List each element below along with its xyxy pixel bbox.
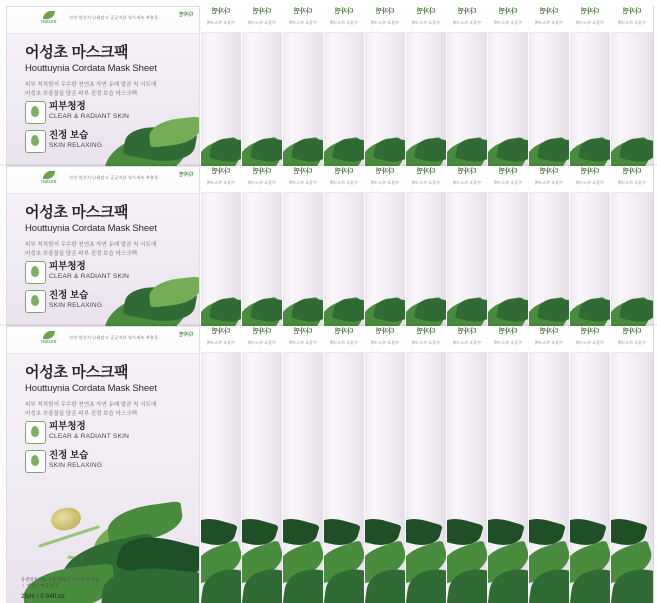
mask-pack-side: 다자연 어성초 마스크팩	[528, 326, 570, 603]
mask-pack-side: 다자연 어성초 마스크팩	[405, 166, 447, 326]
mask-pack-side: 다자연 어성초 마스크팩	[446, 6, 488, 166]
leaf-illustration	[406, 280, 446, 326]
leaf-illustration	[201, 280, 241, 326]
mask-pack-side: 다자연 어성초 마스크팩	[610, 166, 654, 326]
leaf-illustration	[7, 37, 199, 167]
mask-pack-side: 다자연 어성초 마스크팩	[364, 326, 406, 603]
mask-pack-side: 다자연 어성초 마스크팩	[487, 166, 529, 326]
packet-row	[0, 326, 657, 603]
leaf-illustration	[447, 120, 487, 166]
mask-pack-side: 다자연 어성초 마스크팩	[405, 326, 447, 603]
leaf-illustration	[365, 453, 405, 603]
net-volume: 25ml / 0.84fl.oz.	[21, 594, 67, 600]
top-korean-text: 자연 원산지 다래맑고 공급적용 영수세조 추출물	[69, 335, 159, 340]
brand-korean-mark: 다자연	[178, 172, 193, 178]
mask-pack-front	[6, 6, 200, 168]
leaf-drop-icon	[25, 421, 46, 444]
leaf-illustration	[7, 197, 199, 327]
mask-pack-side: 다자연 어성초 마스크팩	[282, 6, 324, 166]
product-title-en: Houttuynia Cordata Mask Sheet	[25, 383, 157, 394]
leaf-illustration	[324, 120, 364, 166]
seed-pod-icon	[49, 505, 83, 533]
leaf-illustration	[406, 453, 446, 603]
mask-pack-side: 다자연 어성초 마스크팩	[487, 6, 529, 166]
brand-logo: nature	[29, 171, 69, 189]
mask-pack-side: 다자연 어성초 마스크팩	[323, 166, 365, 326]
product-title-kr: 어성초 마스크팩	[25, 44, 129, 61]
mask-pack-side: 다자연 어성초 마스크팩	[405, 6, 447, 166]
leaf-illustration	[324, 453, 364, 603]
mask-pack-side: 다자연 어성초 마스크팩	[200, 6, 242, 166]
mask-pack-side: 다자연 어성초 마스크팩	[200, 166, 242, 326]
leaf-logo-icon	[43, 11, 55, 19]
leaf-illustration	[365, 120, 405, 166]
mask-pack-side: 다자연 어성초 마스크팩	[282, 166, 324, 326]
claim-item: 피부청정 CLEAR & RADIANT SKIN	[25, 101, 175, 123]
leaf-illustration	[488, 120, 528, 166]
claim-item: 피부청정 CLEAR & RADIANT SKIN	[25, 421, 175, 443]
mask-pack-side: 다자연 어성초 마스크팩	[241, 166, 283, 326]
leaf-illustration	[283, 453, 323, 603]
package-footnote: 유질알루미늄 사용 화해의 자연 유래 성분 ＋ 에센스 마음 충전	[21, 576, 100, 589]
leaf-illustration	[201, 453, 241, 603]
row-divider	[0, 164, 657, 166]
product-title-en: Houttuynia Cordata Mask Sheet	[25, 63, 157, 74]
leaf-illustration	[611, 453, 653, 603]
mask-pack-front	[6, 326, 200, 603]
leaf-illustration	[324, 280, 364, 326]
claim-item: 피부청정 CLEAR & RADIANT SKIN	[25, 261, 175, 283]
leaf-illustration	[283, 120, 323, 166]
leaf-illustration	[406, 120, 446, 166]
mask-pack-side: 다자연 어성초 마스크팩	[364, 6, 406, 166]
leaf-illustration	[570, 280, 610, 326]
leaf-illustration	[283, 280, 323, 326]
mask-pack-side: 다자연 어성초 마스크팩	[569, 6, 611, 166]
claim-item: 진정 보습 SKIN RELAXING	[25, 130, 175, 152]
leaf-illustration	[570, 120, 610, 166]
product-description: 피부 칙칙함이 우수한 천연초 자연 유래 말끔 칙 시트에 어성초 추출물들 담은 피부 진정 보습 마스크팩	[25, 242, 157, 257]
top-korean-text: 자연 원산지 다래맑고 공급적용 영수세조 추출물	[69, 15, 159, 20]
leaf-illustration	[488, 453, 528, 603]
mask-pack-side: 다자연 어성초 마스크팩	[528, 6, 570, 166]
leaf-illustration	[488, 280, 528, 326]
brand-logo: nature	[29, 11, 69, 29]
leaf-illustration	[447, 280, 487, 326]
leaf-illustration	[529, 453, 569, 603]
leaf-logo-icon	[43, 331, 55, 339]
leaf-illustration	[447, 453, 487, 603]
product-description: 피부 칙칙함이 우수한 천연초 자연 유래 말끔 칙 시트에 어성초 추출물들 담은 피부 진정 보습 마스크팩	[25, 402, 157, 417]
leaf-illustration	[242, 453, 282, 603]
leaf-illustration	[365, 280, 405, 326]
brand-korean-mark: 다자연	[178, 12, 193, 18]
leaf-illustration	[529, 280, 569, 326]
mask-pack-side: 다자연 어성초 마스크팩	[569, 326, 611, 603]
leaf-logo-icon	[43, 171, 55, 179]
mask-pack-side: 다자연 어성초 마스크팩	[364, 166, 406, 326]
packet-row	[0, 6, 657, 166]
claim-list	[25, 421, 175, 479]
mask-pack-side: 다자연 어성초 마스크팩	[446, 326, 488, 603]
claim-item: 진정 보습 SKIN RELAXING	[25, 290, 175, 312]
mask-pack-side: 다자연 어성초 마스크팩	[446, 166, 488, 326]
brand-logo: nature	[29, 331, 69, 349]
leaf-drop-icon	[25, 450, 46, 473]
mask-pack-side: 다자연 어성초 마스크팩	[528, 166, 570, 326]
mask-pack-side: 다자연 어성초 마스크팩	[241, 326, 283, 603]
mask-pack-front	[6, 166, 200, 328]
product-title-kr: 어성초 마스크팩	[25, 364, 129, 381]
row-divider	[0, 324, 657, 326]
product-title-kr: 어성초 마스크팩	[25, 204, 129, 221]
leaf-illustration	[201, 120, 241, 166]
mask-pack-side: 다자연 어성초 마스크팩	[610, 6, 654, 166]
mask-pack-side: 다자연 어성초 마스크팩	[323, 6, 365, 166]
mask-pack-side: 다자연 어성초 마스크팩	[487, 326, 529, 603]
mask-pack-side: 다자연 어성초 마스크팩	[241, 6, 283, 166]
claim-item: 진정 보습 SKIN RELAXING	[25, 450, 175, 472]
mask-pack-side: 다자연 어성초 마스크팩	[569, 166, 611, 326]
product-description: 피부 칙칙함이 우수한 천연초 자연 유래 말끔 칙 시트에 어성초 추출물들 담은 피부 진정 보습 마스크팩	[25, 82, 157, 97]
mask-pack-side: 다자연 어성초 마스크팩	[610, 326, 654, 603]
leaf-illustration	[529, 120, 569, 166]
top-korean-text: 자연 원산지 다래맑고 공급적용 영수세조 추출물	[69, 175, 159, 180]
leaf-illustration	[242, 120, 282, 166]
mask-pack-side: 다자연 어성초 마스크팩	[282, 326, 324, 603]
leaf-illustration	[611, 120, 653, 166]
leaf-illustration	[611, 280, 653, 326]
mask-pack-side: 다자연 어성초 마스크팩	[323, 326, 365, 603]
packet-row	[0, 166, 657, 326]
leaf-illustration	[242, 280, 282, 326]
mask-pack-side: 다자연 어성초 마스크팩	[200, 326, 242, 603]
product-title-en: Houttuynia Cordata Mask Sheet	[25, 223, 157, 234]
leaf-illustration	[570, 453, 610, 603]
brand-korean-mark: 다자연	[178, 332, 193, 338]
